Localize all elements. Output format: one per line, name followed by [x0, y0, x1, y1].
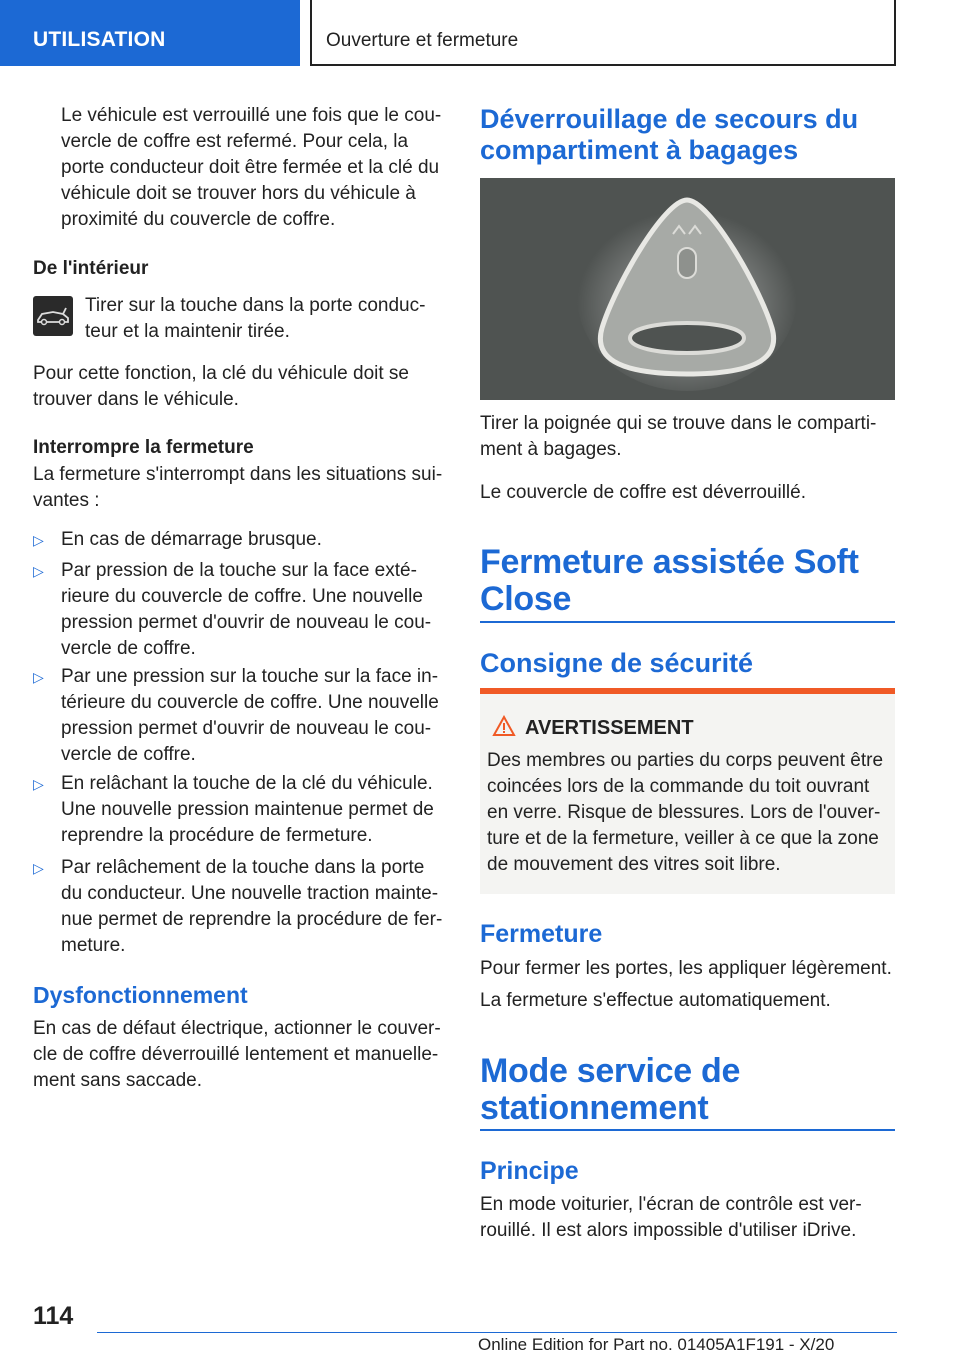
line: Déverrouillage de secours du [480, 104, 859, 134]
paragraph-interrompre [33, 462, 442, 514]
line: ment à bagages. [480, 439, 622, 460]
paragraph-poignee [480, 411, 876, 463]
line: nue permet de reprendre la procédure de fer- [61, 909, 443, 930]
line: térieure du couvercle de coffre. Une nouvelle [61, 692, 439, 713]
line: En mode voiturier, l'écran de contrôle est ver- [480, 1194, 862, 1215]
line: Pour cette fonction, la clé du véhicule doit se [33, 363, 410, 384]
line: Par une pression sur la touche sur la face in- [61, 666, 439, 687]
line: Par pression de la touche sur la face exté- [61, 560, 417, 581]
paragraph-fermeture-auto: La fermeture s'effectue automatiquement. [480, 990, 831, 1011]
triangle-right-icon: ▷ [33, 532, 44, 548]
line: du conducteur. Une nouvelle traction mainte- [61, 883, 439, 904]
warning-triangle-icon [492, 715, 516, 742]
line: En cas de défaut électrique, actionner le couver- [33, 1018, 441, 1039]
list-item [61, 558, 431, 662]
line: compartiment à bagages [480, 135, 799, 165]
heading-deverrouillage-secours [480, 104, 858, 166]
line: rouillé. Il est alors impossible d'utiliser iDrive. [480, 1220, 857, 1241]
line: Close [480, 580, 572, 618]
line: Tirer la poignée qui se trouve dans le comparti- [480, 413, 877, 434]
paragraph-fonction [33, 361, 409, 413]
heading-principe: Principe [480, 1157, 579, 1185]
line: meture. [61, 935, 126, 956]
line: En relâchant la touche de la clé du véhicule. [61, 773, 433, 794]
triangle-right-icon: ▷ [33, 563, 44, 579]
footer-rule [97, 1332, 897, 1333]
section-tab [0, 0, 300, 66]
line: teur et la maintenir tirée. [85, 321, 290, 342]
line: vantes : [33, 490, 100, 511]
heading-consigne: Consigne de sécurité [480, 648, 754, 678]
line: Mode service de [480, 1052, 741, 1090]
paragraph-principe [480, 1192, 862, 1244]
line: Par relâchement de la touche dans la porte [61, 857, 425, 878]
line: rieure du couvercle de coffre. Une nouvelle [61, 586, 423, 607]
line: stationnement [480, 1089, 709, 1127]
line: trouver dans le véhicule. [33, 389, 239, 410]
paragraph-verrouillage [61, 103, 441, 233]
chapter-title: Ouverture et fermeture [326, 30, 519, 51]
line: coincées lors de la commande du toit ouvrant [487, 776, 870, 797]
warning-text [487, 748, 883, 878]
line: Fermeture assistée Soft [480, 543, 859, 581]
triangle-right-icon: ▷ [33, 776, 44, 792]
paragraph-dysfonctionnement [33, 1016, 441, 1094]
heading-dysfonctionnement: Dysfonctionnement [33, 982, 248, 1008]
line: pression permet d'ouvrir de nouveau le cou- [61, 718, 432, 739]
line: cle de coffre déverrouillé lentement et manuelle- [33, 1044, 439, 1065]
line: en verre. Risque de blessures. Lors de l'ouver- [487, 802, 881, 823]
line: ment sans saccade. [33, 1070, 202, 1091]
line: reprendre la procédure de fermeture. [61, 825, 373, 846]
icon-instruction [85, 293, 425, 345]
edition-text: Online Edition for Part no. 01405A1F191 - X/20 [478, 1335, 835, 1354]
line: proximité du couvercle de coffre. [61, 209, 336, 230]
trunk-handle-photo [480, 178, 895, 400]
line: vercle de coffre. [61, 744, 196, 765]
section-title: UTILISATION [33, 28, 166, 51]
line: En cas de démarrage brusque. [61, 529, 322, 550]
heading-interieur: De l'intérieur [33, 258, 149, 279]
heading-fermeture: Fermeture [480, 920, 603, 948]
line: vercle de coffre est refermé. Pour cela, la [61, 131, 409, 152]
triangle-right-icon: ▷ [33, 669, 44, 685]
line: Des membres ou parties du corps peuvent être [487, 750, 884, 771]
line: porte conducteur doit être fermée et la clé du [61, 157, 440, 178]
heading-mode-service [480, 1053, 740, 1127]
paragraph-deverrouille: Le couvercle de coffre est déverrouillé. [480, 482, 806, 503]
line: véhicule doit se trouver hors du véhicule à [61, 183, 416, 204]
heading-interrompre: Interrompre la fermeture [33, 437, 254, 458]
line: ture et de la fermeture, veiller à ce que la zone [487, 828, 879, 849]
list-item [61, 771, 434, 849]
line: La fermeture s'interrompt dans les situations sui- [33, 464, 443, 485]
heading-soft-close [480, 544, 859, 618]
list-item [61, 664, 439, 768]
list-item [61, 855, 442, 959]
paragraph-fermer-portes: Pour fermer les portes, les appliquer légèrement. [480, 958, 892, 979]
list-item [61, 527, 322, 553]
line: pression permet d'ouvrir de nouveau le cou- [61, 612, 432, 633]
triangle-right-icon: ▷ [33, 860, 44, 876]
line: Une nouvelle pression maintenue permet de [61, 799, 434, 820]
line: Le véhicule est verrouillé une fois que le cou- [61, 105, 442, 126]
chapter-tab [310, 0, 896, 66]
warning-box [480, 694, 895, 894]
line: Tirer sur la touche dans la porte conduc- [85, 295, 426, 316]
line: de mouvement des vitres soit libre. [487, 854, 781, 875]
car-trunk-icon [33, 296, 73, 336]
section-rule [480, 1129, 895, 1131]
line: vercle de coffre. [61, 638, 196, 659]
page-number: 114 [33, 1302, 74, 1330]
warning-title: AVERTISSEMENT [525, 717, 694, 739]
section-rule [480, 621, 895, 623]
